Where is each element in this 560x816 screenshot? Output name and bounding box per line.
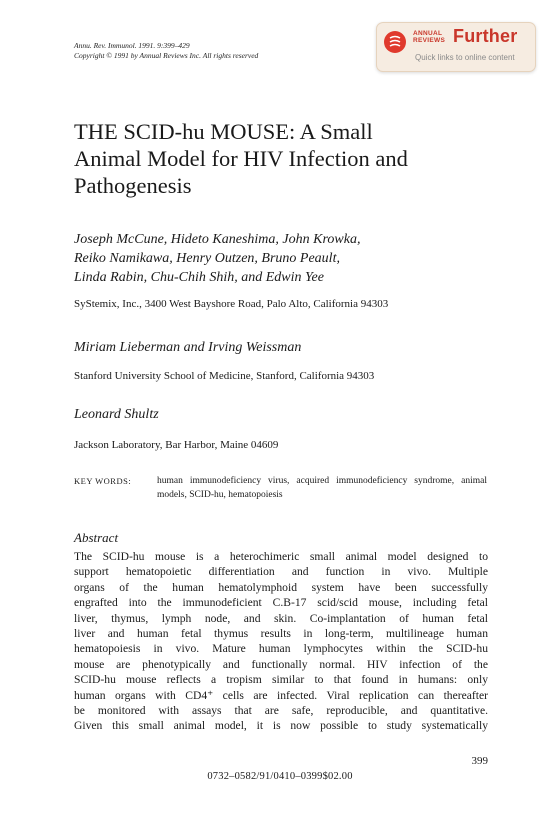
keywords-text: human immunodeficiency virus, acquired immunodeficiency syndrome, animal models, SCID-hu, hematopoiesis [157,476,487,500]
brand-name: ANNUAL REVIEWS [413,30,446,44]
author-group-2: Miriam Lieberman and Irving Weissman [74,340,302,355]
abstract-heading: Abstract [74,530,119,545]
abstract-body [74,549,488,734]
affiliation-2: Stanford University School of Medicine, Stanford, California 94303 [74,370,375,382]
abstract-line: The SCID-hu mouse is a heterochimeric small animal model designed to [74,550,488,563]
further-tagline: Quick links to online content [415,53,515,62]
further-badge[interactable] [376,22,536,72]
copyright-line: Copyright © 1991 by Annual Reviews Inc. All rights reserved [74,51,259,60]
abstract-line: organs of the human hematolymphoid system have been successfully [74,580,488,594]
page-number: 399 [471,755,488,767]
abstract-line: support hematopoietic differentiation and function in vivo. Multiple [74,565,488,579]
keywords-label: KEY WORDS: [74,476,132,486]
further-label: Further [453,26,518,46]
affiliation-1: SyStemix, Inc., 3400 West Bayshore Road, Palo Alto, California 94303 [74,298,389,310]
abstract-line: SCID-hu mouse reflects a tropism similar to that found in humans: only [74,673,488,687]
article-title: THE SCID-hu MOUSE: A Small Animal Model for HIV Infection and Pathogenesis [74,119,408,198]
annual-reviews-logo-icon [384,31,406,53]
abstract-line: liver and human fetal thymus results in long-term, multilineage human [74,626,488,640]
footer-code: 0732–0582/91/0410–0399$02.00 [207,771,353,782]
abstract-line: hematopoiesis in vivo. Mature human lymphocytes within the SCID-hu [74,642,488,656]
affiliation-3: Jackson Laboratory, Bar Harbor, Maine 04609 [74,439,279,451]
journal-citation: Annu. Rev. Immunol. 1991. 9:399–429 [74,41,190,50]
author-group-1: Joseph McCune, Hideto Kaneshima, John Krowka, Reiko Namikawa, Henry Outzen, Bruno Peault, Linda Rabin, Chu-Chih Shih, and Edwin Yee [74,232,361,285]
author-group-3: Leonard Shultz [74,407,159,422]
abstract-line: engrafted into the immunodeficient C.B-17 scid/scid mouse, including fetal [74,596,488,610]
abstract-line: be monitored with assays that are safe, reproducible, and quantitative. [74,703,488,717]
abstract-line: liver, thymus, lymph node, and skin. Co-implantation of human fetal [74,611,488,625]
abstract-line: human organs with CD4⁺ cells are infected. Viral replication can thereafter [74,688,488,702]
abstract-line: mouse are phenotypically and functionally normal. HIV infection of the [74,657,488,671]
abstract-line: Given this small animal model, it is now possible to study systematically [74,719,488,733]
